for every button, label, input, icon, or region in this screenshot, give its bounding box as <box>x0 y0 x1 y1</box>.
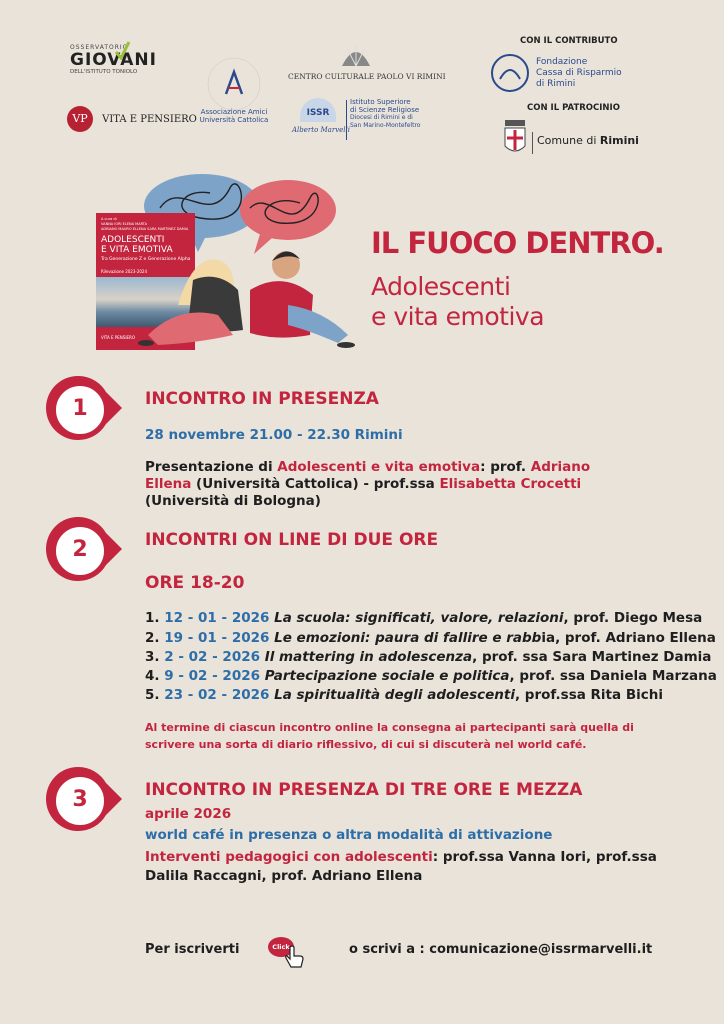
osservatorio-giovani-logo <box>70 44 160 75</box>
issr-line3: Diocesi di Rimini e di <box>350 114 413 121</box>
centro-label: CENTRO CULTURALE PAOLO VI RIMINI <box>288 72 446 81</box>
section2-heading: INCONTRI ON LINE DI DUE ORE <box>145 530 439 550</box>
amici-label: Associazione Amici Università Cattolica <box>199 108 269 124</box>
coat-of-arms-icon <box>502 118 528 158</box>
schedule-item: 2. 19 - 01 - 2026 Le emozioni: paura di fallire e rabbia, prof. Adriano Ellena <box>145 630 716 646</box>
osservatorio-top-text: OSSERVATORIO <box>70 44 129 51</box>
check-icon <box>114 40 130 60</box>
section3-heading: INCONTRO IN PRESENZA DI TRE ORE E MEZZA <box>145 780 583 800</box>
issr-line2: di Scienze Religiose <box>350 106 420 114</box>
fondazione-line1: Fondazione <box>536 57 588 67</box>
section3-date: aprile 2026 <box>145 806 232 822</box>
section1-badge <box>40 376 122 440</box>
click-button[interactable] <box>268 935 320 971</box>
issr-line4: San Marino-Montefeltro <box>350 122 421 129</box>
book-authors3: ADRIANO MAURO ELLENA SARA MARTINEZ DAMIA <box>101 227 189 231</box>
section1-heading: INCONTRO IN PRESENZA <box>145 389 379 409</box>
section2-hours: ORE 18-20 <box>145 573 245 593</box>
section3-number: 3 <box>54 775 106 827</box>
section1-date: 28 novembre 21.00 - 22.30 Rimini <box>145 427 403 443</box>
section3-format: world café in presenza o altra modalità di attivazione <box>145 827 553 843</box>
section3-badge <box>40 767 122 831</box>
section2-number: 2 <box>54 525 106 577</box>
fondazione-line3: di Rimini <box>536 79 576 89</box>
book-publisher: VITA E PENSIERO <box>101 335 135 340</box>
click-button-label: Click <box>268 937 294 957</box>
iscriviti-label: Per iscriverti <box>145 942 240 957</box>
schedule-item: 3. 2 - 02 - 2026 Il mattering in adolescenza, prof. ssa Sara Martinez Damia <box>145 649 712 665</box>
osservatorio-main-text: GIOVANI <box>70 50 157 70</box>
shell-icon <box>340 44 372 68</box>
comune-rimini-logo <box>502 118 639 162</box>
section1-number: 1 <box>54 384 106 436</box>
book-title1: ADOLESCENTI <box>101 235 165 245</box>
fondazione-line2: Cassa di Risparmio <box>536 68 622 78</box>
patrocinio-label: CON IL PATROCINIO <box>527 103 620 113</box>
comune-label-b: Rimini <box>599 134 639 147</box>
amici-emblem-icon <box>202 50 266 114</box>
book-authors2: VANNA IORI ELENA MARTA <box>101 222 148 226</box>
osservatorio-sub-text: DELL'ISTITUTO TONIOLO <box>70 69 138 75</box>
book-title2: E VITA EMOTIVA <box>101 245 173 255</box>
issr-line1: Istituto Superiore <box>350 98 411 106</box>
book-authors1: A cura di <box>101 217 117 221</box>
vita-e-pensiero-logo <box>67 106 197 132</box>
contributo-label: CON IL CONTRIBUTO <box>520 36 618 46</box>
schedule-item: 1. 12 - 01 - 2026 La scuola: significati, valore, relazioni, prof. Diego Mesa <box>145 610 703 626</box>
hand-cursor-icon <box>284 945 306 971</box>
title-sub1: Adolescenti <box>371 272 511 301</box>
book-edition: Rilevazione 2023-2024 <box>101 269 148 274</box>
section1-description: Presentazione di Adolescenti e vita emotiva: prof. Adriano Ellena (Università Cattolica) - prof.ssa Elisabetta Crocetti (Università di Bologna) <box>145 459 591 509</box>
issr-mark: ISSR <box>300 98 336 122</box>
section2-badge <box>40 517 122 581</box>
issr-signature: Alberto Marvelli <box>292 126 351 134</box>
fondazione-logo <box>490 53 622 97</box>
schedule-item: 4. 9 - 02 - 2026 Partecipazione sociale e politica, prof. ssa Daniela Marzana <box>145 668 717 684</box>
associazione-amici-logo <box>199 50 269 124</box>
fondazione-emblem-icon <box>490 53 530 93</box>
vp-badge: VP <box>67 106 93 132</box>
section3-description: Interventi pedagogici con adolescenti: prof.ssa Vanna Iori, prof.ssa Dalila Raccagni, prof. Adriano Ellena <box>145 849 657 884</box>
title-sub2: e vita emotiva <box>371 302 545 331</box>
section2-note: Al termine di ciascun incontro online la consegna ai partecipanti sarà quella di scrivere una sorta di diario riflessivo, di cui si discuterà nel world café. <box>145 721 634 751</box>
comune-label-a: Comune di <box>537 134 600 147</box>
book-subtitle: Tra Generazione Z e Generazione Alpha <box>101 257 191 262</box>
contact-email[interactable]: o scrivi a : comunicazione@issrmarvelli.it <box>349 942 653 957</box>
vp-label: VITA E PENSIERO <box>102 113 197 125</box>
issr-logo <box>290 96 440 146</box>
page-title: IL FUOCO DENTRO. <box>371 226 664 260</box>
schedule-item: 5. 23 - 02 - 2026 La spiritualità degli adolescenti, prof.ssa Rita Bichi <box>145 687 663 703</box>
teenagers-illustration <box>138 235 358 355</box>
